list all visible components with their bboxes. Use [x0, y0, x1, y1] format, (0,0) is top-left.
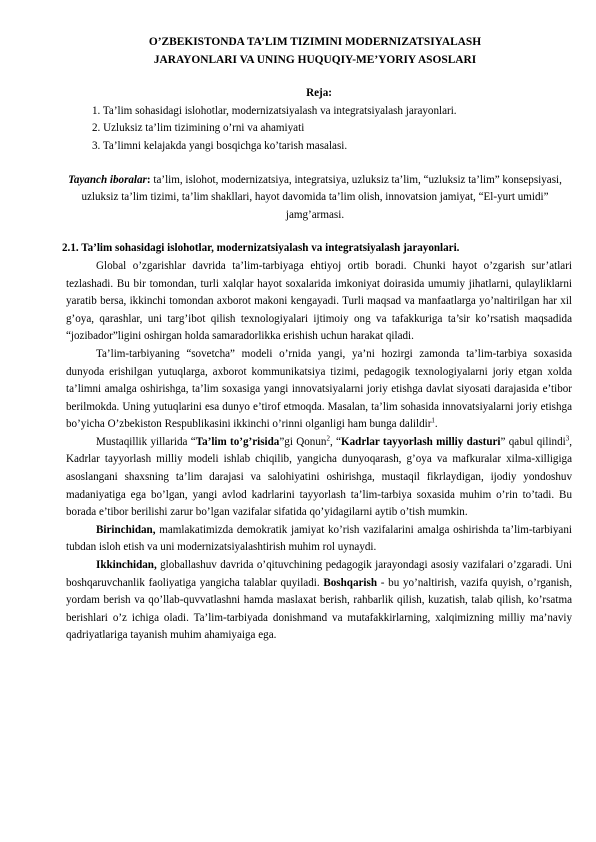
paragraph-5-part-b: - bu yo’naltirish, vazifa quyish, o’rganish, yordam berish va qo’llab-quvvatlashni hamda maslaxat berish, rahbarlik qilish, kuzatish, talab qilish, ko’rsatma berishlari o’z ichiga oladi. Ta’lim-tarbiyada donishmand va mutafakkirlarning, xalqimizning milliy ma’naviy qadriyatlariga tayanish muhim ahamiyaiga ega. — [66, 576, 572, 642]
footnote-ref-1: 1 — [431, 416, 435, 425]
paragraph-3-part-a: Mustaqillik yillarida “ — [96, 435, 196, 448]
paragraph-3-part-d: ” qabul qilindi — [500, 435, 566, 448]
paragraph-2 — [66, 346, 572, 434]
paragraph-2-text: Ta’lim-tarbiyaning “sovetcha” modeli o’rnida yangi, ya’ni hozirgi zamonda ta’lim-tarbiya soxasida dunyoda erishilgan yutuqlarga, axborot kommunikatsiya tizimi, pedagogik texnologiyalarni joriy etgan xolda ta’limni amalga oshirishga, ta’lim soxasiga yangi innovatsiyalarni joriy etishga davlat siyosati darajasida e’tibor berilmokda. Uning yutuqlarini esa dunyo e’tirof etmoqda. Masalan, ta’lim sohasida innovatsiyalarni joriy etishga bo’yicha O’zbekiston Respublikasini ikkinchi o’rinni olganligi ham bunga dalildir — [66, 347, 572, 431]
program-title-bold: Kadrlar tayyorlash milliy dasturi — [340, 435, 501, 448]
keywords-block — [58, 172, 572, 225]
document-title-line-2: JARAYONLARI VA UNING HUQUQIY-ME’YORIY ASOSLARI — [153, 53, 477, 66]
document-title — [58, 34, 572, 69]
paragraph-1: Global o’zgarishlar davrida ta’lim-tarbiyaga ehtiyoj ortib boradi. Chunki hayot o’zgarish sur’atlari tezlashadi. Bu bir tomondan, turli xalqlar hayot soxalarida imkoniyat doirasida umumiy jihatlarni, qulayliklarni yaratib bersa, ikkinchi tomondan axborot makoni kengayadi. Turli maqsad va manfaatlarga yo’naltirilgan har xil g’oya, qarashlar, uni targ’ibot qilish texnologiyalari ijtimoiy ong va tafakkuriga ta’sir ko’rsatish maqsadida “jozibador”ligini oshirgan holda samaradorlikka erishish uchun harakat qiladi. — [66, 259, 572, 343]
paragraph-4-lead-bold: Birinchidan, — [96, 523, 156, 536]
paragraph-3-part-c: , “ — [329, 435, 341, 448]
footnote-ref-2: 2 — [326, 434, 330, 443]
footnote-ref-3: 3 — [565, 434, 570, 443]
paragraph-5-lead-bold: Ikkinchidan, — [96, 559, 157, 572]
paragraph-3-part-e: , Kadrlar tayyorlash milliy modeli ishlab chiqilib, yangicha dunyoqarash, g’oya va mafkuralar xilma-xilligiga asoslangani shaxsning ta’lim darajasi va salohiyatini oshirishga, mustaqil fikrlaydigan, ijodiy yondoshuv madaniyatiga ega bo’lgan, yangi avlod kadrlarini tayyorlash ta’lim-tarbiya soxasida muhim o’rin to’tadi. Bu borada e’tibor berilishi zarur bo’lgan vazifalar sifatida qo’yidagilarni aytib o’tish mumkin. — [66, 435, 572, 519]
section-heading: 2.1. Ta’lim sohasidagi islohotlar, modernizatsiyalash va integratsiyalash jarayonlari. — [62, 242, 460, 255]
paragraph-4-text: mamlakatimizda demokratik jamiyat ko’rish vazifalarini amalga oshirishda ta’lim-tarbiyani tubdan isloh etish va uni modernizatsiyalashtirish muhim rol uynaydi. — [66, 523, 572, 554]
paragraph-3-part-b: ”gi Qonun — [279, 435, 327, 448]
paragraph-3 — [66, 434, 572, 522]
keywords-label: Tayanch iboralar — [68, 173, 147, 186]
plan-heading: Reja: — [306, 87, 332, 100]
paragraph-5-part-a: globallashuv davrida o’qituvchining pedagogik jarayondagi asosiy vazifalari o’zgaradi. Uni boshqaruvchanlik faoliyatiga yangicha talablar quyiladi. — [66, 559, 572, 589]
plan-item: 1. Ta’lim sohasidagi islohotlar, modernizatsiyalash va integratsiyalash jarayonlari. — [92, 104, 457, 117]
management-term-bold: Boshqarish — [323, 576, 378, 589]
keywords-text: ta’lim, islohot, modernizatsiya, integratsiya, uzluksiz ta’lim, “uzluksiz ta’lim” konsepsiyasi, uzluksiz ta’lim tizimi, ta’lim shakllari, hayot davomida ta’lim olish, innovatsion jamiyat, “El-yurt umidi” jamg’armasi. — [81, 173, 562, 221]
paragraph-4 — [66, 522, 572, 557]
keywords-colon: : — [146, 173, 151, 186]
document-title-line-1: O’ZBEKISTONDA TA’LIM TIZIMINI MODERNIZATSIYALASH — [148, 36, 482, 48]
plan-item: 2. Uzluksiz ta’lim tizimining o’rni va ahamiyati — [92, 122, 305, 135]
paragraph-5 — [66, 557, 572, 645]
plan-list — [66, 103, 572, 156]
law-title-bold: Ta’lim to’g’risida — [195, 435, 280, 448]
plan-item: 3. Ta’limni kelajakda yangi bosqichga ko’tarish masalasi. — [92, 139, 348, 152]
paragraph-2-end: . — [434, 418, 438, 431]
